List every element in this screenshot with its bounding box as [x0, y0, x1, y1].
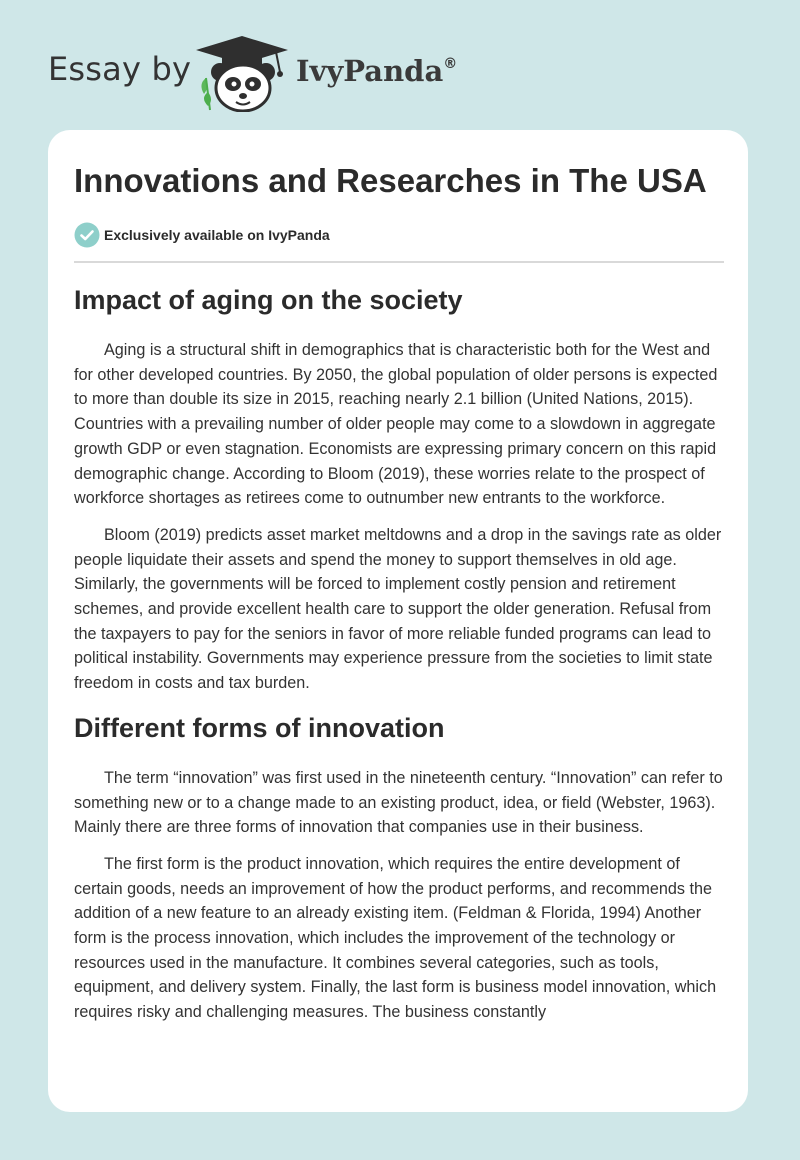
title-divider: [74, 261, 724, 263]
section-heading: Different forms of innovation: [74, 712, 445, 743]
section-heading: Impact of aging on the society: [74, 285, 463, 315]
registered-mark: ®: [443, 56, 458, 72]
essay-content: [74, 280, 724, 1037]
paragraph: Aging is a structural shift in demographics that is characteristic both for the West and for other developed countries. By 2050, the global population of older persons is expected to more than double its size in 2015, reaching nearly 2.1 billion (United Nations, 2015). Countries with a prevailing number of older people may come to a slowdown in aggregate growth GDP or even stagnation. Economists are expressing primary concern on this rapid demographic change. According to Bloom (2019), these worries relate to the prospect of workforce shortages as retirees come to outnumber new entrants to the workforce.: [74, 341, 718, 508]
paragraph: Bloom (2019) predicts asset market meltdowns and a drop in the savings rate as older people liquidate their assets and spend the money to support themselves in old age. Similarly, the governments will be forced to implement costly pension and retirement schemes, and provide excellent health care to support the older generation. Refusal from the taxpayers to pay for the seniors in favor of more reliable funded programs can lead to political instability. Governments may experience pressure from the societies to limit state freedom in costs and tax burden.: [74, 525, 722, 693]
brand-text: IvyPanda: [296, 54, 444, 88]
essay-card: [48, 130, 748, 1112]
panda-logo-icon[interactable]: [196, 34, 294, 112]
paragraph: The term “innovation” was first used in the nineteenth century. “Innovation” can refer to something new or to a change made to an existing product, idea, or field (Webster, 1963). Mainly there are three forms of innovation that companies use in their business.: [74, 768, 723, 837]
brand-name[interactable]: [296, 54, 457, 88]
exclusive-badge-label: Exclusively available on IvyPanda: [104, 227, 330, 243]
page-title: Innovations and Researches in The USA: [74, 162, 707, 199]
check-circle-icon: [74, 222, 100, 248]
paragraph: The first form is the product innovation, which requires the entire development of certain goods, needs an improvement of how the product performs, and recommends the addition of a new feature to an already existing item. (Feldman & Florida, 1994) Another form is the process innovation, which includes the improvement of the technology or resources used in the manufacture. It combines several categories, such as tools, equipment, and delivery system. Finally, the last form is business model innovation, which requires risky and challenging measures. The business constantly: [74, 854, 717, 1022]
essay-by-label: Essay by: [48, 50, 192, 88]
site-header: [0, 0, 800, 130]
